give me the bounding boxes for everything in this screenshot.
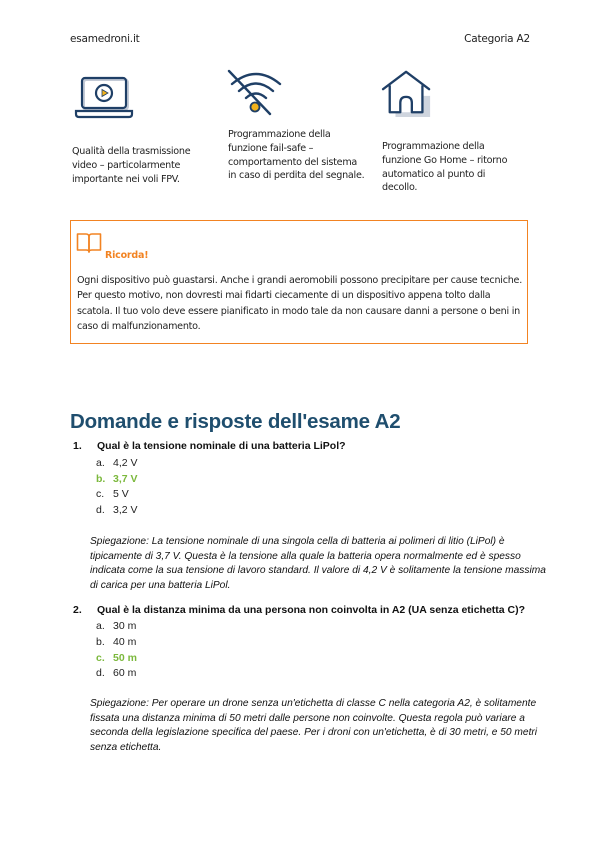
answer-option [96,667,136,679]
option-value: 60 m [113,667,137,679]
section-title: Domande e risposte dell'esame A2 [70,410,401,433]
option-value: 5 V [113,488,129,500]
question-text: Qual è la distanza minima da una persona non coinvolta in A2 (UA senza etichetta C)? [97,604,526,616]
category-label: Categoria A2 [464,33,530,45]
explanation-text: Spiegazione: La tensione nominale di una singola cella di batteria ai polimeri di litio (LiPol) è tipicamente di 3,7 V. Questa è la tensione alla quale la batteria opera normalmente ed è spesso indicata come la sua tensione di lavoro standard. Il valore di 4,2 V è solitamente la tensione massima di carica per una batteria LiPol. [90,536,546,591]
option-letter: b. [96,473,106,485]
wifi-off-icon [226,66,286,116]
option-value: 3,2 V [113,504,138,516]
option-value: 30 m [113,620,137,632]
option-letter: a. [96,620,105,632]
option-value: 3,7 V [113,473,138,485]
site-name: esamedroni.it [70,33,140,45]
question-text: Qual è la tensione nominale di una batteria LiPol? [97,440,346,452]
question-number: 2. [73,604,82,616]
feature-video-quality [74,72,134,127]
feature-text-video: Qualità della trasmissione video – particolarmente importante nei voli FPV. [72,146,191,185]
callout-title: Ricorda! [105,250,149,261]
feature-text-fail-safe: Programmazione della funzione fail-safe – comportamento del sistema in caso di perdita del segnale. [228,129,365,182]
option-value: 50 m [113,652,137,664]
option-value: 40 m [113,636,137,648]
option-letter: c. [96,488,105,500]
option-letter: c. [96,652,105,664]
answer-option [96,488,129,500]
feature-go-home [378,68,438,123]
laptop-video-icon [74,72,134,122]
feature-fail-safe [226,66,286,121]
house-icon [378,68,438,118]
answer-option [96,504,138,516]
option-letter: a. [96,457,105,469]
answer-option [96,457,138,469]
option-letter: b. [96,636,105,648]
question-number: 1. [73,440,82,452]
option-value: 4,2 V [113,457,138,469]
option-letter: d. [96,667,105,679]
answer-option [96,636,136,648]
callout-body: Ogni dispositivo può guastarsi. Anche i grandi aeromobili possono precipitare per cause tecniche. Per questo motivo, non dovresti mai fidarti ciecamente di un dispositivo appena tolto dalla scatola. Il tuo volo deve essere pianificato in modo tale da non causare danni a persone o beni in caso di malfunzionamento. [77,275,523,333]
explanation-text: Spiegazione: Per operare un drone senza un'etichetta di classe C nella categoria A2, è solitamente fissata una distanza minima di 50 metri dalle persone non coinvolte. Questa regola può variare a seconda della legislazione specifica del paese. Per i droni con un'etichetta, è di 30 metri, e 50 metri senza etichetta. [90,698,538,753]
answer-option-correct [96,473,138,485]
option-letter: d. [96,504,105,516]
answer-option [96,620,136,632]
feature-text-go-home: Programmazione della funzione Go Home – ritorno automatico al punto di decollo. [382,141,508,194]
book-icon [76,232,102,254]
answer-option-correct [96,652,137,664]
